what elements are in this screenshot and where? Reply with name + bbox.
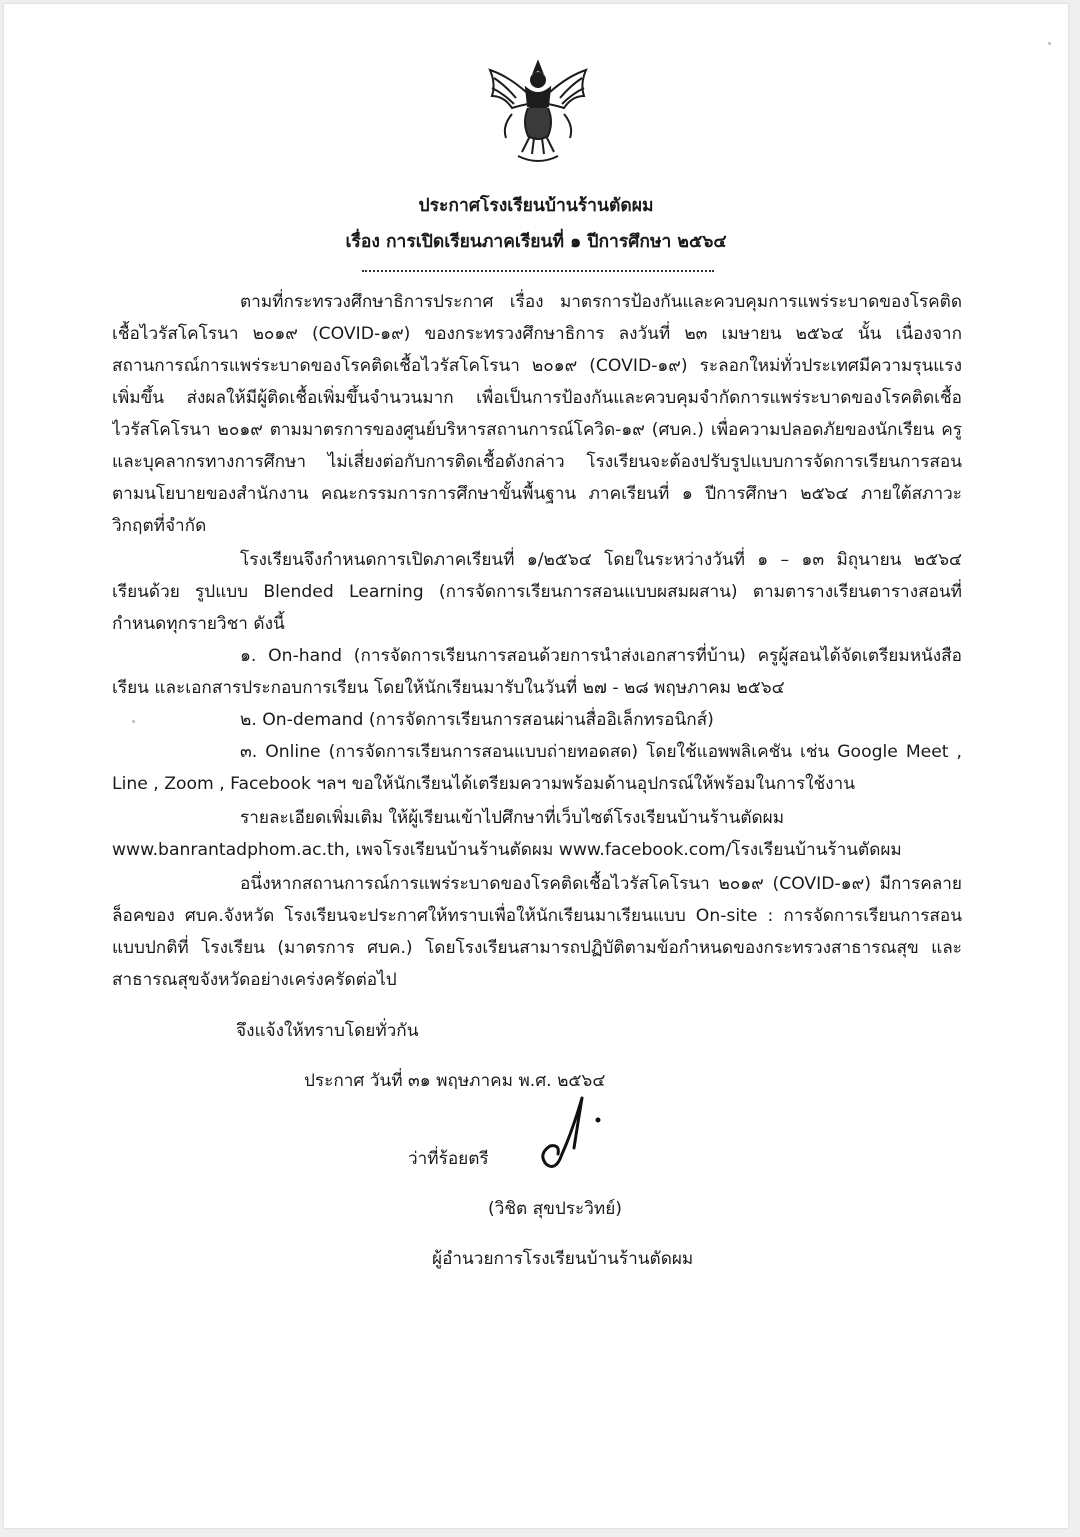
list-item-on-hand: ๑. On-hand (การจัดการเรียนการสอนด้วยการนำส่งเอกสารที่บ้าน) ครูผู้สอนได้จัดเตรียมหนังสือ	[240, 646, 962, 666]
announcement-title: ประกาศโรงเรียนบ้านร้านตัดผม	[418, 196, 654, 216]
paragraph-line: อนึ่งหากสถานการณ์การแพร่ระบาดของโรคติดเชื้อไวรัสโคโรนา ๒๐๑๙ (COVID-๑๙) มีการคลาย	[240, 874, 962, 894]
signature-icon	[532, 1092, 612, 1184]
closing-notice: จึงแจ้งให้ทราบโดยทั่วกัน	[236, 1021, 419, 1041]
paragraph-line: ตามนโยบายของสำนักงาน คณะกรรมการการศึกษาขั้นพื้นฐาน ภาคเรียนที่ ๑ ปีการศึกษา ๒๕๖๔ ภายใต้สภาวะ	[112, 484, 962, 504]
garuda-emblem-icon	[482, 56, 594, 168]
paragraph-line: เพิ่มขึ้น ส่งผลให้มีผู้ติดเชื้อเพิ่มขึ้นจำนวนมาก เพื่อเป็นการป้องกันและควบคุมจำกัดการแพร่ระบาดของโรคติดเชื้อ	[112, 388, 962, 408]
scan-speck	[1048, 42, 1051, 45]
signer-position: ผู้อำนวยการโรงเรียนบ้านร้านตัดผม	[432, 1249, 694, 1269]
paragraph-line: เรียนด้วย รูปแบบ Blended Learning (การจัดการเรียนการสอนแบบผสมผสาน) ตามตารางเรียนตารางสอนที่	[112, 582, 962, 602]
paragraph-line: โรงเรียนจึงกำหนดการเปิดภาคเรียนที่ ๑/๒๕๖๔ โดยในระหว่างวันที่ ๑ – ๑๓ มิถุนายน ๒๕๖๔	[240, 550, 962, 570]
paragraph-line: แบบปกติที่ โรงเรียน (มาตรการ ศบค.) โดยโรงเรียนสามารถปฏิบัติตามข้อกำหนดของกระทรวงสาธารณสุข และ	[112, 938, 962, 958]
announcement-date: ประกาศ วันที่ ๓๑ พฤษภาคม พ.ศ. ๒๕๖๔	[304, 1071, 606, 1091]
paragraph-line: ไวรัสโคโรนา ๒๐๑๙ ตามมาตรการของศูนย์บริหารสถานการณ์โควิด-๑๙ (ศบค.) เพื่อความปลอดภัยของนักเรียน ครู	[112, 420, 962, 440]
paragraph-line: เรียน และเอกสารประกอบการเรียน โดยให้นักเรียนมารับในวันที่ ๒๗ - ๒๘ พฤษภาคม ๒๕๖๔	[112, 678, 785, 698]
paragraph-line: Line , Zoom , Facebook ฯลฯ ขอให้นักเรียนได้เตรียมความพร้อมด้านอุปกรณ์ให้พร้อมในการใช้งาน	[112, 774, 855, 794]
list-item-on-demand: ๒. On-demand (การจัดการเรียนการสอนผ่านสื่ออิเล็กทรอนิกส์)	[240, 710, 714, 730]
paragraph-line: สาธารณสุขจังหวัดอย่างเคร่งครัดต่อไป	[112, 970, 397, 990]
signer-name: (วิชิต สุขประวิทย์)	[488, 1199, 623, 1219]
paragraph-line: ตามที่กระทรวงศึกษาธิการประกาศ เรื่อง มาตรการป้องกันและควบคุมการแพร่ระบาดของโรคติด	[240, 292, 962, 312]
announcement-subject: เรื่อง การเปิดเรียนภาคเรียนที่ ๑ ปีการศึกษา ๒๕๖๔	[345, 232, 727, 252]
signer-rank: ว่าที่ร้อยตรี	[408, 1149, 489, 1169]
paragraph-line: สถานการณ์การแพร่ระบาดของโรคติดเชื้อไวรัสโคโรนา ๒๐๑๙ (COVID-๑๙) ระลอกใหม่ทั่วประเทศมีความรุนแรง	[112, 356, 962, 376]
website-links: www.banrantadphom.ac.th, เพจโรงเรียนบ้านร้านตัดผม www.facebook.com/โรงเรียนบ้านร้านตัดผม	[112, 840, 902, 860]
paragraph-line: เชื้อไวรัสโคโรนา ๒๐๑๙ (COVID-๑๙) ของกระทรวงศึกษาธิการ ลงวันที่ ๒๓ เมษายน ๒๕๖๔ นั้น เนื่องจาก	[112, 324, 962, 344]
list-item-online: ๓. Online (การจัดการเรียนการสอนแบบถ่ายทอดสด) โดยใช้แอพพลิเคชัน เช่น Google Meet ,	[240, 742, 962, 762]
paragraph-line: กำหนดทุกรายวิชา ดังนี้	[112, 614, 285, 634]
paragraph-line: รายละเอียดเพิ่มเติม ให้ผู้เรียนเข้าไปศึกษาที่เว็บไซต์โรงเรียนบ้านร้านตัดผม	[240, 808, 785, 828]
paragraph-line: และบุคลากรทางการศึกษา ไม่เสี่ยงต่อกับการติดเชื้อดังกล่าว โรงเรียนจะต้องปรับรูปแบบการจัดการเรียนการสอน	[112, 452, 962, 472]
document-page	[4, 4, 1068, 1528]
scan-speck	[132, 720, 135, 723]
paragraph-line: ล็อคของ ศบค.จังหวัด โรงเรียนจะประกาศให้ทราบเพื่อให้นักเรียนมาเรียนแบบ On-site : การจัดการเรียนการสอน	[112, 906, 962, 926]
paragraph-line: วิกฤตที่จำกัด	[112, 516, 207, 536]
dotted-divider	[362, 270, 714, 272]
